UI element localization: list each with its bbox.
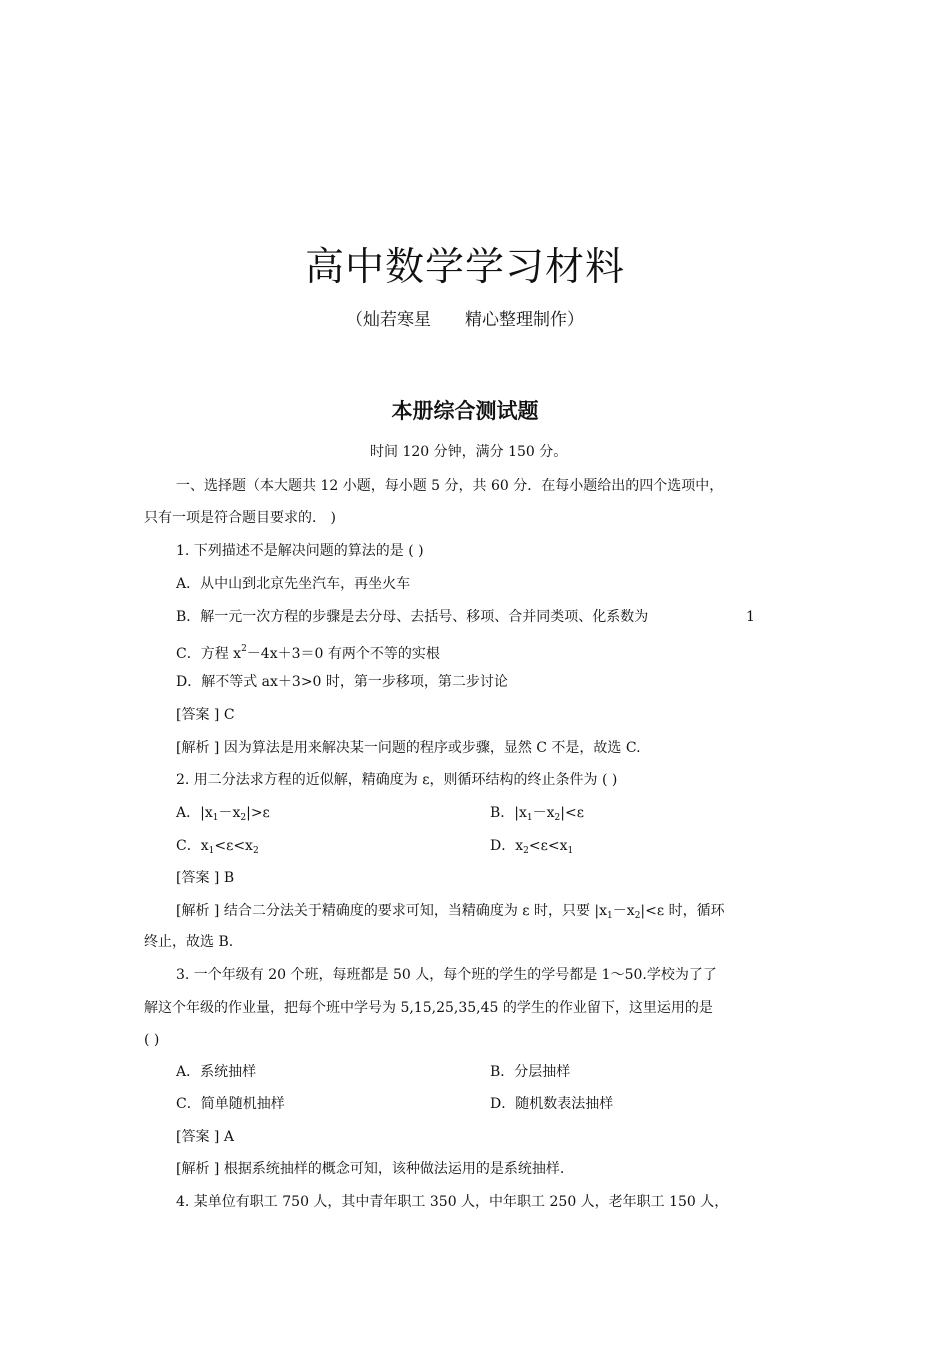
page-title: 高中数学学习材料: [304, 245, 625, 290]
q3-analysis: [解析 ] 根据系统抽样的概念可知，该种做法运用的是系统抽样.: [176, 1161, 565, 1177]
q2-stem: 2. 用二分法求方程的近似解，精确度为 ε，则循环结构的终止条件为 ( ): [176, 772, 618, 788]
q1-option-c: [176, 640, 440, 663]
q2-d-sub2: 1: [567, 846, 574, 856]
q1-option-b: B．解一元一次方程的步骤是去分母、去括号、移项、合并同类项、化系数为: [176, 609, 649, 625]
q2-analysis: [176, 902, 725, 925]
intro-line-1: 一、选择题（本大题共 12 小题，每小题 5 分，共 60 分．在每小题给出的四个选项中，: [176, 478, 724, 494]
q1-c-sup: 2: [241, 644, 247, 654]
q3-stem-1: 3. 一个年级有 20 个班，每班都是 50 人，每个班的学生的学号都是 1～50.学校为了了: [176, 967, 717, 983]
q2-b-sub1: 1: [526, 813, 533, 823]
q2-b-sub2: 2: [554, 813, 561, 823]
time-note: 时间 120 分钟，满分 150 分。: [370, 444, 568, 460]
q2-option-d: [490, 837, 573, 860]
q4-stem: 4. 某单位有职工 750 人，其中青年职工 350 人，中年职工 250 人，老年职工 150 人，: [176, 1194, 729, 1210]
q2-analysis-post: |<ε 时，循环: [640, 903, 725, 919]
q2-analysis-sub2: 2: [634, 911, 641, 921]
q3-option-b: B．分层抽样: [490, 1064, 571, 1080]
q2-answer: [答案 ] B: [176, 870, 235, 886]
q1-option-b-tail: 1: [746, 609, 755, 625]
q2-a-sub2: 2: [240, 813, 247, 823]
intro-line-2: 只有一项是符合题目要求的． ): [144, 510, 336, 526]
q2-b-pre: B．|x: [490, 805, 527, 821]
q1-option-d: D．解不等式 ax＋3>0 时，第一步移项，第二步讨论: [176, 674, 508, 690]
q2-option-b: [490, 804, 584, 827]
q1-answer: [答案 ] C: [176, 707, 235, 723]
q2-analysis-line-2: 终止，故选 B.: [144, 934, 234, 950]
q1-stem: 1. 下列描述不是解决问题的算法的是 ( ): [176, 543, 424, 559]
q2-b-mid: －x: [532, 805, 555, 821]
q1-analysis: [解析 ] 因为算法是用来解决某一问题的程序或步骤，显然 C 不是，故选 C.: [176, 740, 641, 756]
q3-option-d: D．随机数表法抽样: [490, 1096, 614, 1112]
q2-a-pre: A．|x: [176, 805, 213, 821]
q2-option-a: [176, 804, 270, 827]
q2-option-c: [176, 837, 259, 860]
q2-d-mid: <ε<x: [528, 838, 568, 854]
q3-stem-2: 解这个年级的作业量，把每个班中学号为 5,15,25,35,45 的学生的作业留下，这里运用的是: [144, 1000, 713, 1016]
q2-c-mid: <ε<x: [214, 838, 253, 854]
q2-b-post: |<ε: [560, 805, 584, 821]
q2-c-sub1: 1: [208, 846, 215, 856]
q2-d-sub1: 2: [523, 846, 529, 856]
section-title: 本册综合测试题: [391, 398, 539, 423]
q2-c-pre: C．x: [176, 838, 209, 854]
q1-c-post: －4x＋3＝0 有两个不等的实根: [246, 646, 440, 662]
q2-a-post: |>ε: [246, 805, 270, 821]
q1-c-pre: C．方程 x: [176, 646, 242, 662]
q3-option-c: C．简单随机抽样: [176, 1096, 285, 1112]
q2-d-pre: D．x: [490, 838, 524, 854]
q3-option-a: A．系统抽样: [176, 1064, 257, 1080]
q2-a-sub1: 1: [212, 813, 219, 823]
q2-analysis-sub1: 1: [607, 911, 613, 921]
q3-stem-3: ( ): [144, 1032, 160, 1048]
q2-analysis-mid: －x: [612, 903, 635, 919]
page-subtitle: （灿若寒星 精心整理制作）: [346, 310, 584, 330]
q1-option-a: A．从中山到北京先坐汽车，再坐火车: [176, 576, 411, 592]
q2-c-sub2: 2: [252, 846, 259, 856]
q2-analysis-pre: [解析 ] 结合二分法关于精确度的要求可知，当精确度为 ε 时，只要 |x: [176, 903, 608, 919]
q3-answer: [答案 ] A: [176, 1129, 234, 1145]
q2-a-mid: －x: [218, 805, 241, 821]
